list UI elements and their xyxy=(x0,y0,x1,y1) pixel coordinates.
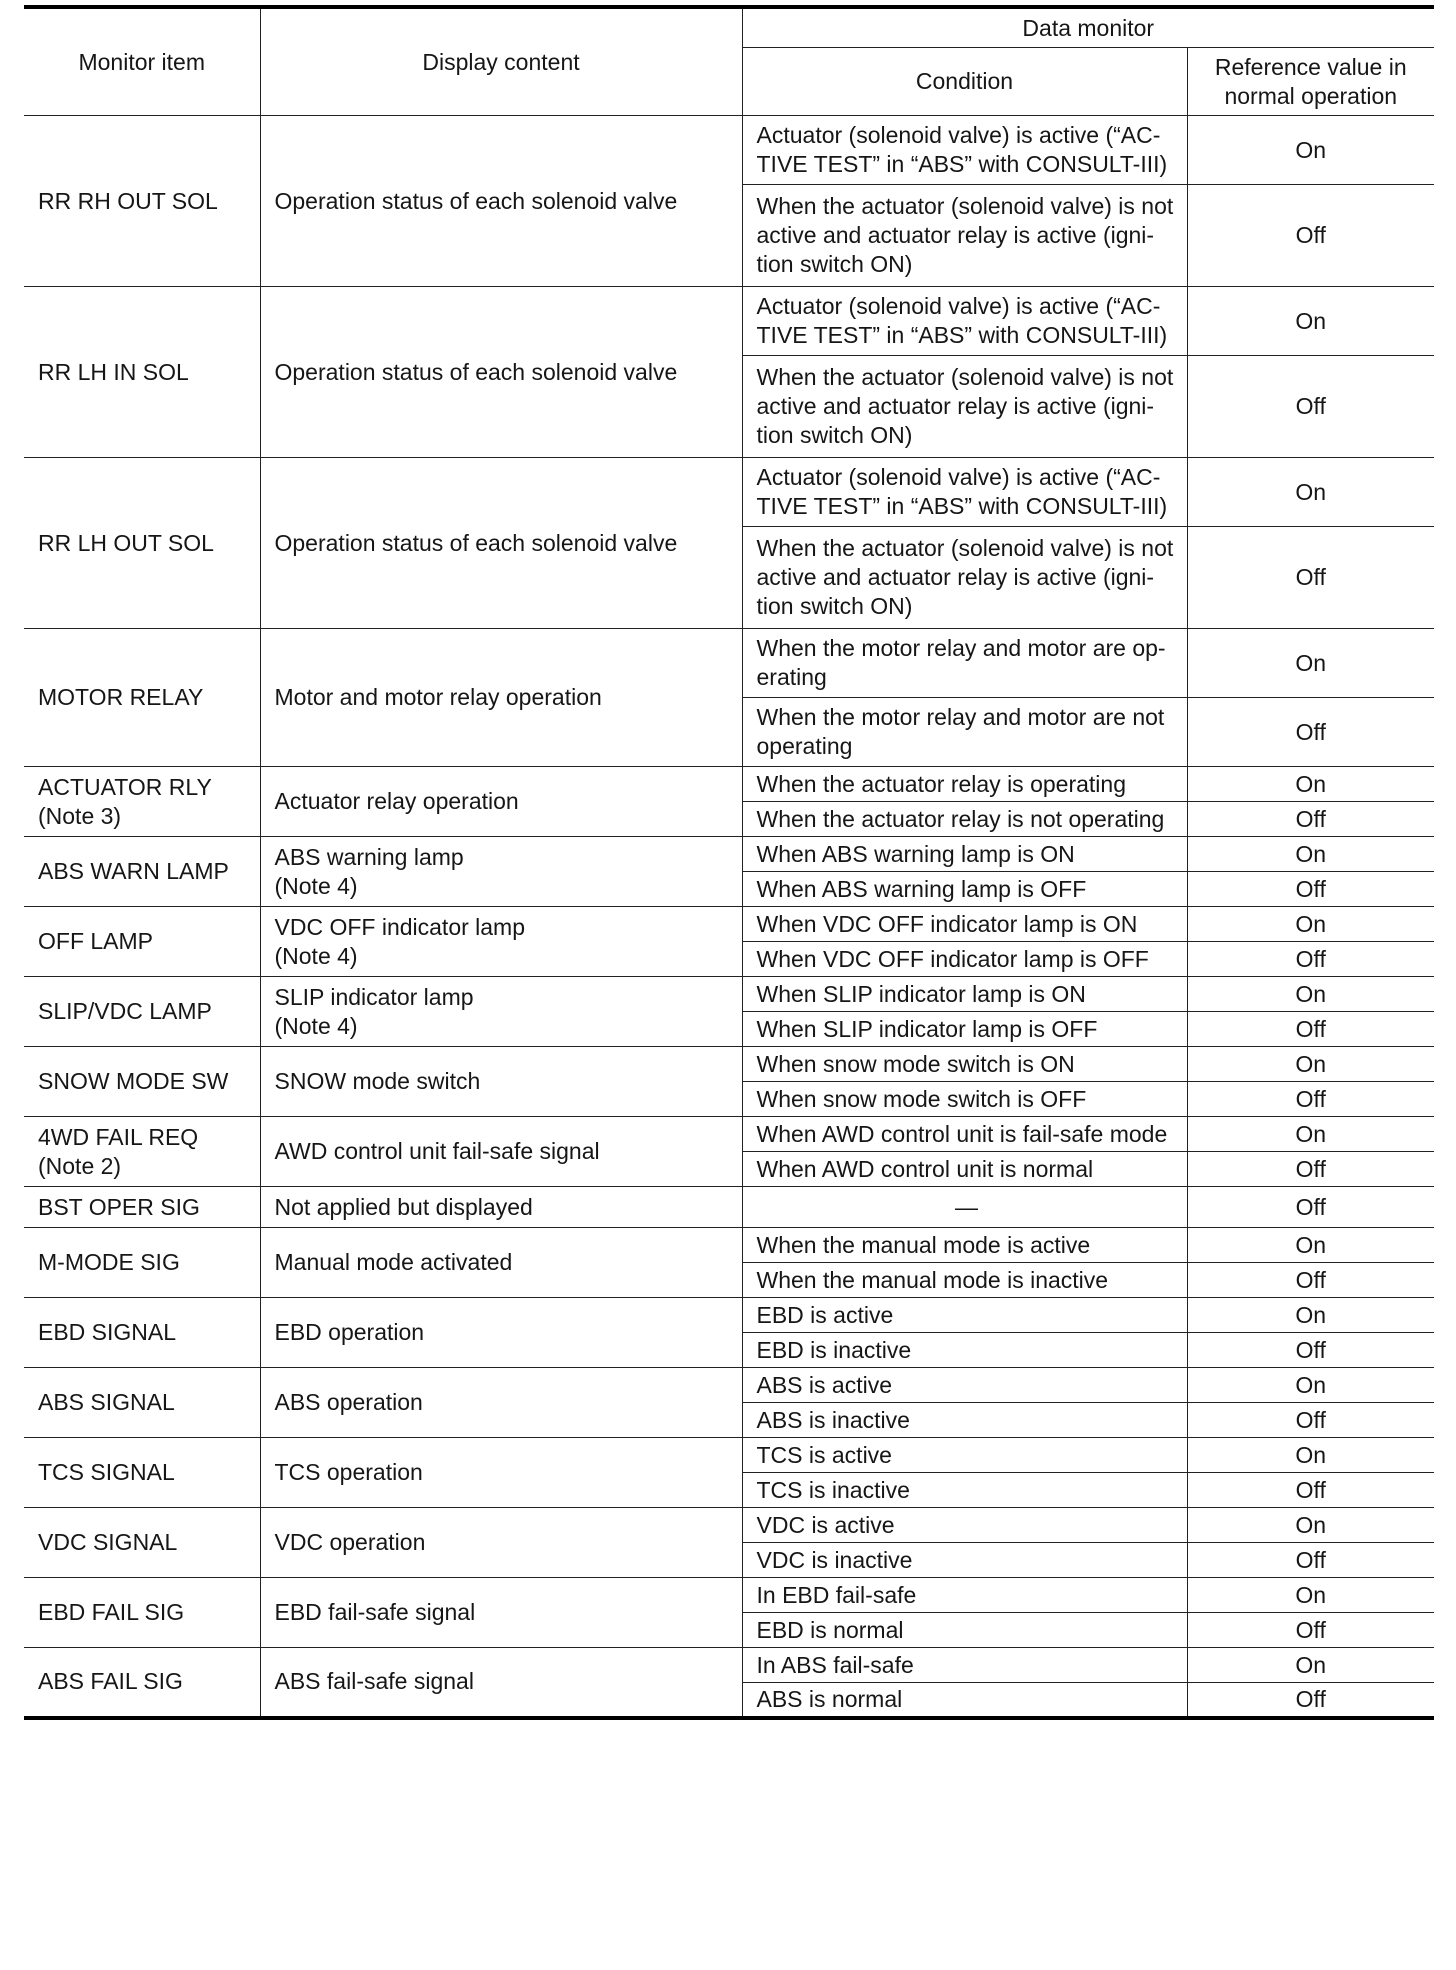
table-row xyxy=(24,629,1434,698)
condition-cell: TCS is active xyxy=(742,1438,1187,1473)
condition-cell: When VDC OFF indicator lamp is OFF xyxy=(742,942,1187,977)
reference-value-cell: Off xyxy=(1187,356,1434,458)
reference-value-cell: On xyxy=(1187,977,1434,1012)
table-row xyxy=(24,1298,1434,1333)
monitor-item-cell: RR RH OUT SOL xyxy=(24,116,260,287)
reference-value-cell: On xyxy=(1187,116,1434,185)
condition-cell: VDC is active xyxy=(742,1508,1187,1543)
condition-cell: When the motor relay and motor are op-erating xyxy=(742,629,1187,698)
condition-cell: EBD is inactive xyxy=(742,1333,1187,1368)
table-row xyxy=(24,287,1434,356)
monitor-item-cell: VDC SIGNAL xyxy=(24,1508,260,1578)
monitor-item-cell: RR LH IN SOL xyxy=(24,287,260,458)
reference-value-cell: Off xyxy=(1187,802,1434,837)
reference-value-cell: On xyxy=(1187,629,1434,698)
condition-cell: ABS is active xyxy=(742,1368,1187,1403)
header-display-content: Display content xyxy=(260,7,742,116)
reference-value-cell: On xyxy=(1187,1047,1434,1082)
reference-value-cell: Off xyxy=(1187,527,1434,629)
condition-cell: When the motor relay and motor are not operating xyxy=(742,698,1187,767)
table-row xyxy=(24,977,1434,1012)
condition-cell: — xyxy=(742,1187,1187,1228)
reference-value-cell: Off xyxy=(1187,1473,1434,1508)
reference-value-cell: Off xyxy=(1187,1012,1434,1047)
reference-value-cell: On xyxy=(1187,907,1434,942)
reference-value-cell: Off xyxy=(1187,1403,1434,1438)
condition-cell: TCS is inactive xyxy=(742,1473,1187,1508)
monitor-item-cell: OFF LAMP xyxy=(24,907,260,977)
condition-cell: When the manual mode is inactive xyxy=(742,1263,1187,1298)
condition-cell: When the actuator relay is operating xyxy=(742,767,1187,802)
reference-value-cell: On xyxy=(1187,767,1434,802)
display-content-cell: Actuator relay operation xyxy=(260,767,742,837)
header-data-monitor: Data monitor xyxy=(742,7,1434,48)
table-row xyxy=(24,767,1434,802)
reference-value-cell: Off xyxy=(1187,185,1434,287)
display-content-cell: Operation status of each solenoid valve xyxy=(260,458,742,629)
monitor-item-cell: BST OPER SIG xyxy=(24,1187,260,1228)
condition-cell: In ABS fail-safe xyxy=(742,1648,1187,1683)
reference-value-cell: On xyxy=(1187,1368,1434,1403)
display-content-cell: SLIP indicator lamp (Note 4) xyxy=(260,977,742,1047)
reference-value-cell: Off xyxy=(1187,698,1434,767)
monitor-item-cell: TCS SIGNAL xyxy=(24,1438,260,1508)
reference-value-cell: Off xyxy=(1187,1683,1434,1718)
table-row xyxy=(24,1117,1434,1152)
reference-value-cell: On xyxy=(1187,287,1434,356)
table-row xyxy=(24,1228,1434,1263)
table-row xyxy=(24,1508,1434,1543)
condition-cell: EBD is active xyxy=(742,1298,1187,1333)
monitor-item-cell: RR LH OUT SOL xyxy=(24,458,260,629)
reference-value-cell: On xyxy=(1187,1648,1434,1683)
table-row xyxy=(24,1047,1434,1082)
reference-value-cell: Off xyxy=(1187,1543,1434,1578)
condition-cell: When AWD control unit is normal xyxy=(742,1152,1187,1187)
reference-value-cell: On xyxy=(1187,837,1434,872)
condition-cell: When SLIP indicator lamp is ON xyxy=(742,977,1187,1012)
condition-cell: When AWD control unit is fail-safe mode xyxy=(742,1117,1187,1152)
display-content-cell: EBD operation xyxy=(260,1298,742,1368)
table-row xyxy=(24,458,1434,527)
display-content-cell: Motor and motor relay operation xyxy=(260,629,742,767)
reference-value-cell: Off xyxy=(1187,1152,1434,1187)
reference-value-cell: Off xyxy=(1187,942,1434,977)
monitor-item-cell: EBD SIGNAL xyxy=(24,1298,260,1368)
condition-cell: When the manual mode is active xyxy=(742,1228,1187,1263)
reference-value-cell: On xyxy=(1187,1298,1434,1333)
condition-cell: When VDC OFF indicator lamp is ON xyxy=(742,907,1187,942)
header-condition: Condition xyxy=(742,48,1187,116)
reference-value-cell: Off xyxy=(1187,1613,1434,1648)
display-content-cell: AWD control unit fail-safe signal xyxy=(260,1117,742,1187)
reference-value-cell: Off xyxy=(1187,1187,1434,1228)
display-content-cell: ABS fail-safe signal xyxy=(260,1648,742,1718)
table-row xyxy=(24,837,1434,872)
condition-cell: Actuator (solenoid valve) is active (“AC-TIVE TEST” in “ABS” with CONSULT-III) xyxy=(742,458,1187,527)
display-content-cell: Not applied but displayed xyxy=(260,1187,742,1228)
condition-cell: When ABS warning lamp is OFF xyxy=(742,872,1187,907)
header-monitor-item: Monitor item xyxy=(24,7,260,116)
table-row xyxy=(24,1368,1434,1403)
condition-cell: When snow mode switch is OFF xyxy=(742,1082,1187,1117)
display-content-cell: SNOW mode switch xyxy=(260,1047,742,1117)
display-content-cell: VDC operation xyxy=(260,1508,742,1578)
reference-value-cell: On xyxy=(1187,1228,1434,1263)
reference-value-cell: On xyxy=(1187,1508,1434,1543)
table-row xyxy=(24,1648,1434,1683)
condition-cell: VDC is inactive xyxy=(742,1543,1187,1578)
condition-cell: In EBD fail-safe xyxy=(742,1578,1187,1613)
condition-cell: When SLIP indicator lamp is OFF xyxy=(742,1012,1187,1047)
display-content-cell: TCS operation xyxy=(260,1438,742,1508)
monitor-item-cell: MOTOR RELAY xyxy=(24,629,260,767)
condition-cell: ABS is inactive xyxy=(742,1403,1187,1438)
monitor-item-cell: SLIP/VDC LAMP xyxy=(24,977,260,1047)
display-content-cell: EBD fail-safe signal xyxy=(260,1578,742,1648)
condition-cell: When ABS warning lamp is ON xyxy=(742,837,1187,872)
condition-cell: EBD is normal xyxy=(742,1613,1187,1648)
header-reference-value: Reference value in normal operation xyxy=(1187,48,1434,116)
monitor-item-cell: SNOW MODE SW xyxy=(24,1047,260,1117)
table-body xyxy=(24,116,1434,1718)
display-content-cell: ABS operation xyxy=(260,1368,742,1438)
monitor-item-cell: 4WD FAIL REQ (Note 2) xyxy=(24,1117,260,1187)
display-content-cell: Operation status of each solenoid valve xyxy=(260,287,742,458)
header-row-top xyxy=(24,7,1434,48)
display-content-cell: Manual mode activated xyxy=(260,1228,742,1298)
condition-cell: When the actuator (solenoid valve) is not active and actuator relay is active (igni-tion switch ON) xyxy=(742,356,1187,458)
condition-cell: ABS is normal xyxy=(742,1683,1187,1718)
display-content-cell: Operation status of each solenoid valve xyxy=(260,116,742,287)
reference-value-cell: On xyxy=(1187,458,1434,527)
condition-cell: When the actuator (solenoid valve) is not active and actuator relay is active (igni-tion switch ON) xyxy=(742,527,1187,629)
table-row xyxy=(24,1438,1434,1473)
reference-value-cell: On xyxy=(1187,1578,1434,1613)
condition-cell: When the actuator relay is not operating xyxy=(742,802,1187,837)
reference-value-cell: Off xyxy=(1187,1082,1434,1117)
monitor-item-cell: EBD FAIL SIG xyxy=(24,1578,260,1648)
reference-value-cell: Off xyxy=(1187,1333,1434,1368)
monitor-item-cell: ACTUATOR RLY (Note 3) xyxy=(24,767,260,837)
table-row xyxy=(24,116,1434,185)
table-row xyxy=(24,1578,1434,1613)
condition-cell: When the actuator (solenoid valve) is not active and actuator relay is active (igni-tion switch ON) xyxy=(742,185,1187,287)
display-content-cell: VDC OFF indicator lamp (Note 4) xyxy=(260,907,742,977)
condition-cell: Actuator (solenoid valve) is active (“AC-TIVE TEST” in “ABS” with CONSULT-III) xyxy=(742,287,1187,356)
reference-value-cell: Off xyxy=(1187,1263,1434,1298)
monitor-item-cell: ABS SIGNAL xyxy=(24,1368,260,1438)
table-row xyxy=(24,907,1434,942)
data-monitor-table xyxy=(24,5,1434,1720)
condition-cell: Actuator (solenoid valve) is active (“AC-TIVE TEST” in “ABS” with CONSULT-III) xyxy=(742,116,1187,185)
reference-value-cell: Off xyxy=(1187,872,1434,907)
reference-value-cell: On xyxy=(1187,1117,1434,1152)
condition-cell: When snow mode switch is ON xyxy=(742,1047,1187,1082)
monitor-item-cell: M-MODE SIG xyxy=(24,1228,260,1298)
reference-value-cell: On xyxy=(1187,1438,1434,1473)
monitor-item-cell: ABS FAIL SIG xyxy=(24,1648,260,1718)
data-monitor-sheet xyxy=(24,5,1434,1720)
monitor-item-cell: ABS WARN LAMP xyxy=(24,837,260,907)
table-row xyxy=(24,1187,1434,1228)
display-content-cell: ABS warning lamp (Note 4) xyxy=(260,837,742,907)
